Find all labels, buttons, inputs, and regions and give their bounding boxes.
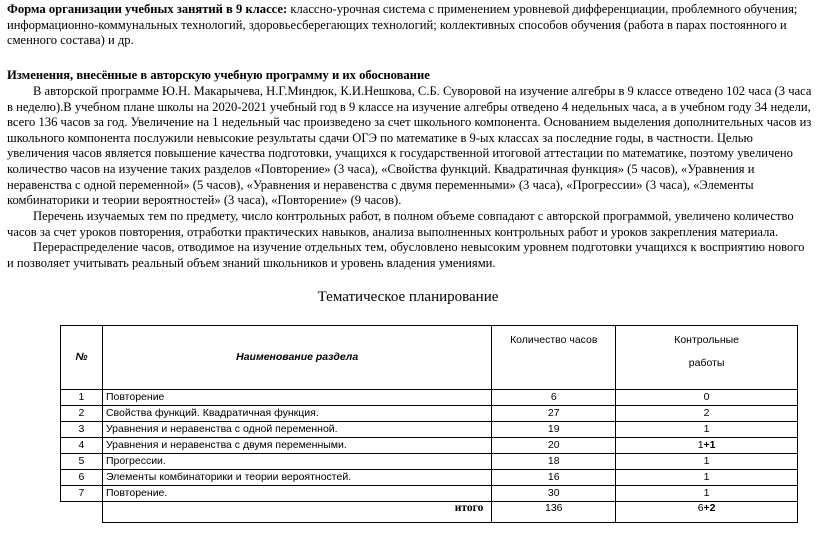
table-row xyxy=(61,486,798,502)
row-tests: 0 xyxy=(616,390,798,406)
row-hours: 6 xyxy=(492,390,616,406)
table-total-row xyxy=(61,502,798,523)
row-section-name: Повторение xyxy=(102,390,491,406)
row-hours: 27 xyxy=(492,406,616,422)
table-row xyxy=(61,470,798,486)
table-row xyxy=(61,390,798,406)
row-section-name: Прогрессии. xyxy=(102,454,491,470)
row-num: 1 xyxy=(61,390,103,406)
row-tests: 1 xyxy=(616,422,798,438)
table-row xyxy=(61,454,798,470)
table-row xyxy=(61,422,798,438)
row-num: 6 xyxy=(61,470,103,486)
header-tests-line1: Контрольные xyxy=(674,334,739,346)
header-hours: Количество часов xyxy=(492,326,616,390)
row-section-name: Уравнения и неравенства с одной переменной. xyxy=(102,422,491,438)
row-section-name: Уравнения и неравенства с двумя переменными. xyxy=(102,438,491,454)
section-heading: Изменения, внесённые в авторскую учебную программу и их обоснование xyxy=(7,68,430,82)
planning-table xyxy=(60,325,798,523)
header-num: № xyxy=(61,326,103,390)
row-hours: 18 xyxy=(492,454,616,470)
intro-paragraph xyxy=(7,2,813,49)
table-header-row xyxy=(61,326,798,390)
row-tests: 2 xyxy=(616,406,798,422)
table-row xyxy=(61,406,798,422)
total-tests: 6+2 xyxy=(616,502,798,523)
row-tests: 1 xyxy=(616,486,798,502)
row-tests: 1 xyxy=(616,470,798,486)
header-tests xyxy=(616,326,798,390)
row-num: 4 xyxy=(61,438,103,454)
row-hours: 20 xyxy=(492,438,616,454)
row-section-name: Повторение. xyxy=(102,486,491,502)
row-section-name: Элементы комбинаторики и теории вероятностей. xyxy=(102,470,491,486)
total-label: итого xyxy=(102,502,491,523)
intro-text: классно-урочная система с применением уровневой дифференциации, проблемного обучения; информационно-коммунальных технологий, здоровьесберегающих технологий; коллективных способов обучения (работа в парах постоянного и сменного состава) и др. xyxy=(7,2,798,48)
row-num: 5 xyxy=(61,454,103,470)
row-num: 2 xyxy=(61,406,103,422)
row-hours: 30 xyxy=(492,486,616,502)
paragraph-1: В авторской программе Ю.Н. Макарычева, Н.Г.Миндюк, К.И.Нешкова, С.Б. Суворовой на изучение алгебры в 9 классе отведено 102 часа (3 часа в неделю).В учебном плане школы на 2020-2021 учебный год в 9 классе на изучение алгебры отведено 4 недельных часа, а в учебном году 34 недели, всего 136 часов за год. Увеличение на 1 недельный час произведено за счет школьного компонента. Основанием выделения дополнительных часов из школьного компонента послужили невысокие результаты сдачи ОГЭ по математике в 9-ых классах за последние годы, в частности. Целью увеличения часов является повышение качества подготовки, учащихся к государственной итоговой аттестации по математике, поэтому увеличено количество часов на изучение таких разделов «Повторение» (3 часа), «Свойства функций. Квадратичная функция» (5 часов), «Уравнения и неравенства с одной переменной» (5 часов), «Уравнения и неравенства с двумя переменными» (3 часа), «Прогрессии» (3 часа), «Элементы комбинаторики и теории вероятностей» (3 часа), «Повторение» (9 часов). xyxy=(7,84,812,208)
total-hours: 136 xyxy=(492,502,616,523)
row-num: 7 xyxy=(61,486,103,502)
header-section-name: Наименование раздела xyxy=(102,326,491,390)
row-tests: 1+1 xyxy=(616,438,798,454)
row-num: 3 xyxy=(61,422,103,438)
row-section-name: Свойства функций. Квадратичная функция. xyxy=(102,406,491,422)
paragraph-3: Перераспределение часов, отводимое на изучение отдельных тем, обусловлено невысоким уровнем подготовки учащихся к восприятию нового и позволяет учитывать реальный объем знаний школьников и уровень владения умениями. xyxy=(7,240,805,270)
table-row xyxy=(61,438,798,454)
header-tests-line2: работы xyxy=(688,357,725,369)
row-hours: 16 xyxy=(492,470,616,486)
planning-title: Тематическое планирование xyxy=(317,289,499,305)
row-hours: 19 xyxy=(492,422,616,438)
paragraph-2: Перечень изучаемых тем по предмету, число контрольных работ, в полном объеме совпадают с авторской программой, увеличено количество часов за счет уроков повторения, отработки практических навыков, анализа выполненных контрольных работ и уроков закрепления материала. xyxy=(7,209,794,239)
row-tests: 1 xyxy=(616,454,798,470)
intro-label: Форма организации учебных занятий в 9 классе: xyxy=(7,2,288,16)
